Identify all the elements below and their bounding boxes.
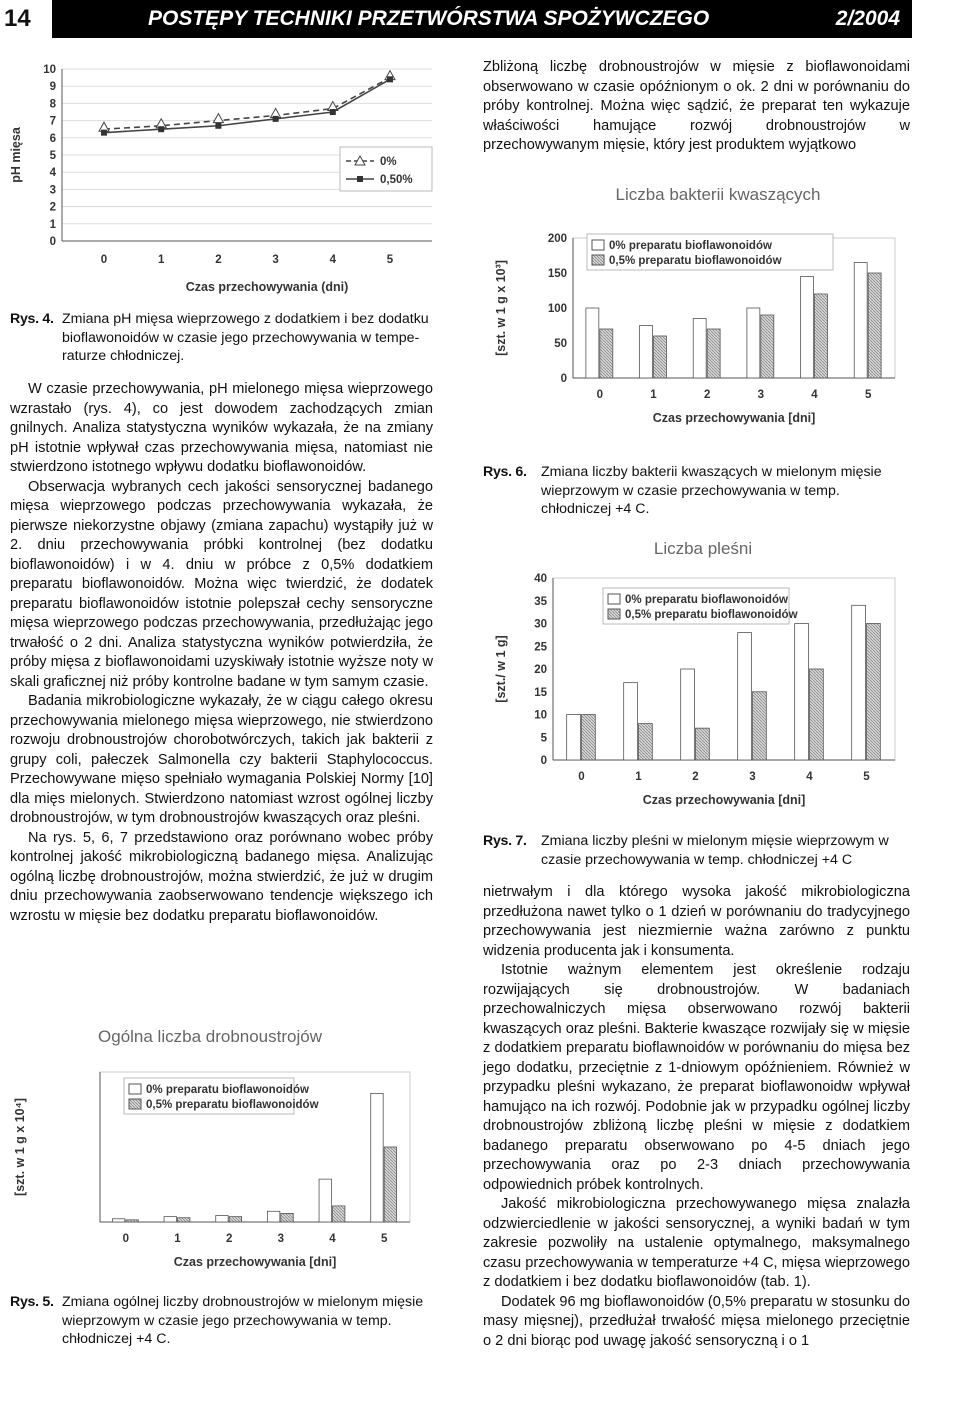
- x-tick-label: 2: [225, 1233, 233, 1245]
- bar: [761, 315, 774, 378]
- y-tick-label: 7: [49, 115, 56, 128]
- x-tick-label: 2: [703, 389, 711, 401]
- data-point: [273, 116, 279, 122]
- data-point: [213, 114, 223, 123]
- y-tick-label: 6: [49, 132, 56, 145]
- chart-title: Liczba pleśni: [653, 539, 753, 558]
- legend-label: 0%: [380, 156, 397, 168]
- bar: [624, 683, 638, 760]
- bar: [126, 1220, 138, 1222]
- data-point: [330, 109, 336, 115]
- bar: [867, 624, 881, 761]
- legend-swatch: [129, 1084, 141, 1094]
- legend-swatch: [592, 240, 604, 250]
- journal-banner: [52, 0, 912, 38]
- x-tick-label: 3: [757, 389, 765, 401]
- y-tick-label: 40: [534, 573, 547, 585]
- y-tick-label: 5: [49, 150, 56, 162]
- x-axis-title: Czas przechowywania [dni]: [642, 793, 806, 807]
- bar: [810, 669, 824, 760]
- legend-swatch: [129, 1099, 141, 1109]
- y-tick-label: 4: [49, 167, 56, 180]
- y-tick-label: 0: [49, 236, 56, 248]
- figure-5-label: Rys. 5.: [10, 1294, 54, 1310]
- y-tick-label: 10: [534, 709, 547, 722]
- data-point: [158, 126, 164, 132]
- bar: [654, 336, 667, 378]
- y-tick-label: 20: [534, 664, 547, 676]
- y-tick-label: 2: [49, 201, 56, 214]
- bar: [384, 1147, 396, 1222]
- bar: [854, 263, 867, 379]
- bar: [639, 724, 653, 760]
- journal-issue: 2/2004: [835, 7, 900, 30]
- data-point: [387, 76, 393, 82]
- x-tick-label: 2: [692, 771, 699, 783]
- x-tick-label: 5: [864, 389, 872, 401]
- y-axis-title: [szt. w 1 g x 10³]: [494, 260, 508, 356]
- bar: [600, 329, 613, 378]
- x-tick-label: 3: [749, 771, 756, 783]
- x-tick-label: 1: [157, 254, 165, 266]
- bar: [567, 715, 581, 761]
- bar: [586, 308, 599, 378]
- x-tick-label: 2: [215, 254, 222, 266]
- bar: [693, 319, 706, 379]
- chart-title: Liczba bakterii kwaszących: [615, 185, 821, 204]
- right-column-top-text: [483, 58, 910, 156]
- legend-label: 0,5% preparatu bioflawonoidów: [625, 609, 798, 621]
- x-axis-title: Czas przechowywania [dni]: [173, 1255, 337, 1269]
- figure-6-text: Zmiana liczby bakterii kwaszących w mielonym mięsie wieprzowym w czasie przechowywania w temp. chłodniczej +4 C.: [541, 464, 882, 517]
- paragraph: Zbliżoną liczbę drobnoustrojów w mięsie z bioflawonoidami obserwowano w czasie opóźnionym o ok. 2 dni w porównaniu do próby kontrolnej. Można więc sądzić, że preparat ten wykazuje właściwości hamujące rozwój drobnoustrojów w przechowywanym mięsie, który jest produktem wyjątkowo: [483, 59, 910, 153]
- x-tick-label: 5: [386, 254, 394, 266]
- left-column-text: [10, 380, 433, 926]
- data-point: [101, 130, 107, 136]
- bar: [216, 1216, 228, 1222]
- x-tick-label: 5: [863, 771, 870, 783]
- figure-6-caption: [483, 463, 913, 523]
- bar: [696, 728, 710, 760]
- figure-7-caption: [483, 832, 913, 874]
- bar: [801, 277, 814, 379]
- x-tick-label: 0: [578, 771, 585, 783]
- figure-4-caption: [10, 310, 460, 370]
- y-tick-label: 150: [547, 268, 567, 280]
- legend-label: 0,5% preparatu bioflawonoidów: [146, 1099, 319, 1111]
- x-tick-label: 5: [380, 1233, 388, 1245]
- y-tick-label: 8: [49, 98, 56, 111]
- bar: [112, 1219, 124, 1222]
- figure-6-label: Rys. 6.: [483, 464, 527, 480]
- x-tick-label: 0: [596, 389, 604, 401]
- bar: [229, 1217, 241, 1222]
- legend-label: 0% preparatu bioflawonoidów: [146, 1084, 309, 1096]
- legend-label: 0% preparatu bioflawonoidów: [625, 594, 788, 606]
- x-tick-label: 4: [329, 1233, 336, 1245]
- bar: [738, 633, 752, 760]
- x-axis-title: Czas przechowywania (dni): [185, 280, 349, 294]
- bar: [164, 1217, 176, 1222]
- page-number: 14: [0, 0, 52, 38]
- legend-marker: [357, 176, 363, 182]
- paragraph: Na rys. 5, 6, 7 przedstawiono oraz porównano wobec próby kontrolnej jakość mikrobiologiczną badanego mięsa. Analizując ogólną liczbę drobnoustrojów, można stwierdzić, że już w drugim dniu przechowywania zaobserwowano tendencje większego ich wzrostu w mięsie bez dodatku preparatu bioflawonoidów.: [10, 829, 433, 924]
- bar: [747, 308, 760, 378]
- y-tick-label: 200: [547, 233, 567, 245]
- x-tick-label: 4: [329, 254, 337, 266]
- y-axis-title: [szt. w 1 g x 10⁴]: [13, 1098, 27, 1196]
- chart-title: Ogólna liczba drobnoustrojów: [98, 1027, 322, 1046]
- legend-label: 0% preparatu bioflawonoidów: [609, 240, 772, 252]
- x-tick-label: 1: [650, 389, 657, 401]
- y-tick-label: 0: [540, 755, 547, 767]
- y-tick-label: 35: [534, 595, 547, 608]
- bar: [795, 624, 809, 761]
- y-tick-label: 10: [43, 64, 56, 76]
- paragraph: nietrwałym i dla którego wysoka jakość mikrobiologiczna przedłużona nawet tylko o 1 dzień w porównaniu do tradycyjnego przechowywania jest niezmiernie ważna zarówno z punktu widzenia producenta jak i konsumenta.: [483, 884, 910, 959]
- y-tick-label: 3: [49, 184, 56, 197]
- y-axis-title: [szt./ w 1 g]: [494, 635, 508, 703]
- bar: [852, 605, 866, 760]
- paragraph: Obserwacja wybranych cech jakości sensorycznej badanego mięsa wieprzowego podczas przechowywania wykazała, że pierwsze niekorzystne objawy (zmiana zapachu) wystąpiły już w 2. dniu przechowywania próbki kontrolnej (bez dodatku bioflawonoidów) i w 4. dniu w próbce z 0,5% dodatkiem preparatu bioflawonoidów. Można więc twierdzić, że dodatek preparatu bioflawonoidów istotnie polepszał cechy sensoryczne mięsa wieprzowego podczas przechowywania, przedłużając jego trwałość o 2 dni. Analiza statystyczna wyników potwierdziła, że próby mięsa z bioflawonoidami uzyskiwały istotnie wyższe noty w skali graficznej niż próby kontrolne badane w tym samym czasie.: [10, 478, 433, 690]
- x-axis-title: Czas przechowywania [dni]: [652, 411, 816, 425]
- bar: [707, 329, 720, 378]
- x-tick-label: 0: [122, 1233, 130, 1245]
- figure-4-label: Rys. 4.: [10, 311, 54, 327]
- x-tick-label: 4: [806, 771, 813, 783]
- y-tick-label: 0: [560, 373, 567, 385]
- ph-line-chart: [0, 55, 470, 305]
- y-axis-title: pH mięsa: [9, 127, 23, 183]
- paragraph: Istotnie ważnym elementem jest określenie rodzaju rozwijających się drobnoustrojów. W badaniach przechowalniczych mięsa obserwowano rozwój bakterii kwaszących oraz pleśni. Bakterie kwaszące rozwijały się w mięsie z dodatkiem preparatu bioflawnoidów w porównaniu do mięsa bez jego dodatku, przeciętnie z 1-dniowym opóźnieniem. Również w przypadku pleśni wykazano, że preparat bioflawonoidw wpływał hamująco na ich rozwój. Podobnie jak w przypadku ogólnej liczby drobnoustrojów zbliżoną liczbę pleśni w mięsie z dodatkiem badanego preparatu obserwowano po 4-5 dniach jego przechowywania oraz po 2-3 dniach przechowywania odpowiednich próbek kontrolnych.: [483, 962, 910, 1193]
- journal-title: POSTĘPY TECHNIKI PRZETWÓRSTWA SPOŻYWCZEGO: [148, 7, 710, 30]
- legend-label: 0,5% preparatu bioflawonoidów: [609, 255, 782, 267]
- mould-bar-chart: [483, 530, 913, 815]
- legend-swatch: [592, 255, 604, 265]
- bar: [178, 1218, 190, 1222]
- paragraph: Dodatek 96 mg bioflawonoidów (0,5% preparatu w stosunku do masy mięsnej), przedłużał trwałość mięsa mielonego przeciętnie o 2 dni biorąc pod uwagę jakość sensoryczną i o 1: [483, 1293, 910, 1349]
- lactic-bacteria-bar-chart: [483, 178, 913, 448]
- y-tick-label: 30: [534, 618, 547, 631]
- x-tick-label: 3: [277, 1233, 285, 1245]
- x-tick-label: 4: [811, 389, 818, 401]
- bar: [753, 692, 767, 760]
- paragraph: Badania mikrobiologiczne wykazały, że w ciągu całego okresu przechowywania mielonego mięsa wieprzowego, nie stwierdzono rozwoju drobnoustrojów chorobotwórczych, takich jak bakterii z grupy coli, pałeczek Salmonella czy bakterii Staphylococcus. Przechowywane mięso spełniało wymagania Polskiej Normy [10] dla mięs mielonych. Stwierdzono natomiast wzrost ogólnej liczby drobnoustrojów, w tym drobnoustrojów kwaszących oraz pleśni.: [10, 693, 433, 826]
- x-tick-label: 3: [272, 254, 279, 266]
- bar: [681, 669, 695, 760]
- x-tick-label: 1: [635, 771, 642, 783]
- legend-swatch: [608, 609, 620, 619]
- legend-label: 0,50%: [380, 174, 413, 186]
- bar: [333, 1206, 345, 1222]
- total-microorganisms-bar-chart: [0, 1012, 470, 1287]
- y-tick-label: 100: [547, 303, 567, 315]
- y-tick-label: 50: [554, 338, 567, 350]
- series-line-1: [104, 79, 390, 132]
- figure-4-text: Zmiana pH mięsa wieprzowego z dodatkiem i bez dodatku bioflawonoidów w czasie jego przechowywania w tempe-raturze chłodniczej.: [62, 311, 429, 364]
- right-column-text: [483, 883, 910, 1351]
- bar: [582, 715, 596, 761]
- figure-7-text: Zmiana liczby pleśni w mielonym mięsie wieprzowym w czasie przechowywania w temp. chłodniczej +4 C: [541, 833, 889, 868]
- figure-7-label: Rys. 7.: [483, 833, 527, 849]
- y-tick-label: 5: [540, 732, 547, 745]
- bar: [267, 1211, 279, 1222]
- bar: [640, 326, 653, 379]
- y-tick-label: 9: [49, 81, 56, 94]
- figure-5-caption: [10, 1293, 460, 1353]
- figure-5-text: Zmiana ogólnej liczby drobnoustrojów w mielonym mięsie wieprzowym w czasie jego przechowywania w temp. chłodniczej +4 C.: [62, 1294, 424, 1347]
- bar: [281, 1213, 293, 1222]
- bar: [371, 1093, 383, 1222]
- paragraph: Jakość mikrobiologiczna przechowywanego mięsa znalazła odzwierciedlenie w jakości sensorycznej, a wyniki badań w tym zakresie pozwoliły na ustalenie optymalnego, maksymalnego czasu przechowywania w temperaturze +4 C, mięsa wieprzowego z dodatkiem i bez dodatku bioflawonoidów (tab. 1).: [483, 1196, 910, 1290]
- y-tick-label: 25: [534, 641, 547, 654]
- bar: [815, 294, 828, 378]
- legend-swatch: [608, 594, 620, 604]
- data-point: [215, 123, 221, 129]
- bar: [868, 273, 881, 378]
- x-tick-label: 1: [174, 1233, 181, 1245]
- paragraph: W czasie przechowywania, pH mielonego mięsa wieprzowego wzrastało (rys. 4), co jest dowodem zachodzących zmian gnilnych. Analiza statystyczna wyników wykazała, że na zmiany pH istotnie wpływał czas przechowywania mięsa, natomiast nie stwierdzono istotnego wpływu dodatku bioflawonoidów.: [10, 381, 433, 475]
- y-tick-label: 1: [49, 218, 56, 231]
- x-tick-label: 0: [100, 254, 108, 266]
- page-header: [0, 0, 912, 38]
- bar: [319, 1179, 331, 1222]
- y-tick-label: 15: [534, 686, 547, 699]
